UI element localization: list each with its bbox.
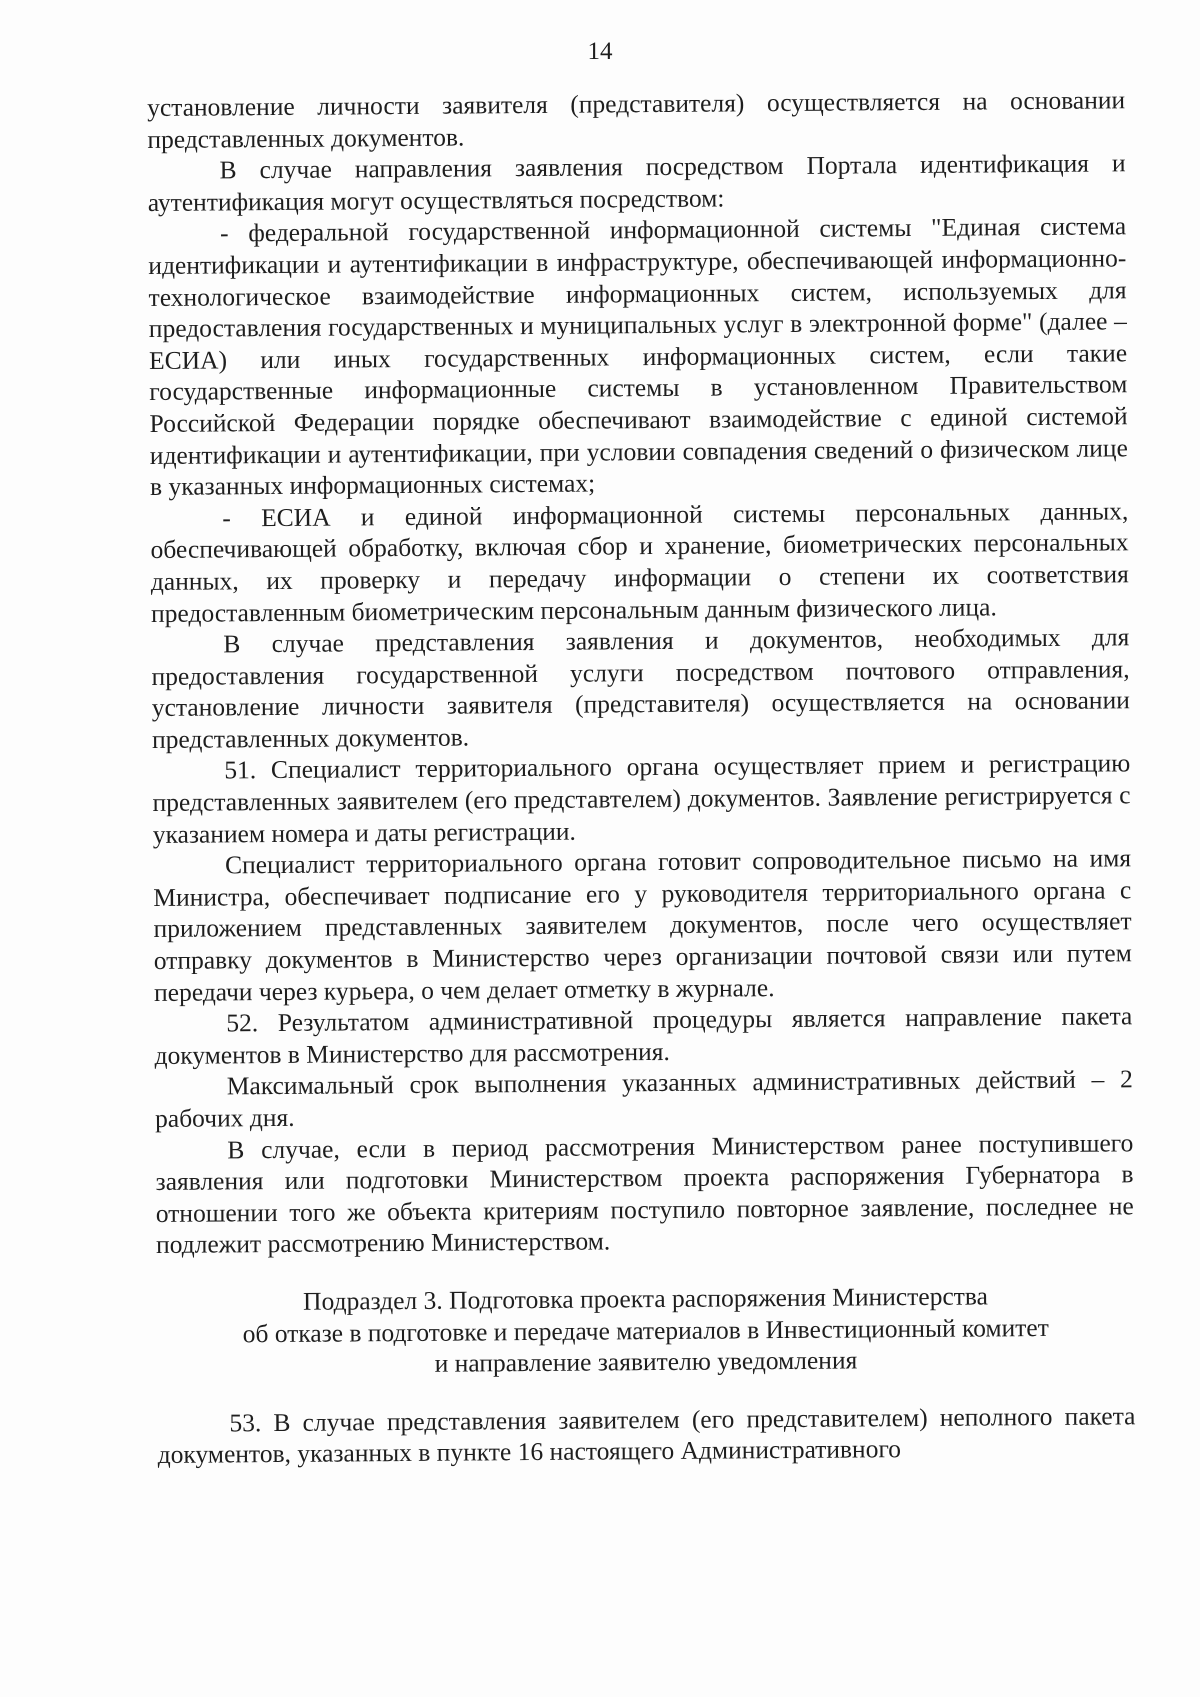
subsection-heading-line: об отказе в подготовке и передаче материалов в Инвестиционный комитет <box>242 1312 1049 1348</box>
paragraph: установление личности заявителя (представителя) осуществляется на основании представленных документов. <box>147 85 1126 154</box>
list-item-esia-federal: - федеральной государственной информационной системы "Единая система идентификации и аутентификации в инфраструктуре, обеспечивающей информационно-технологическое взаимодействие информационных систем, используемых для предоставления государственных и муниципальных услуг в электронной форме" (далее – ЕСИА) или иных государственных информационных систем, если такие государственные информационные системы в установленном Правительством Российской Федерации порядке обеспечивают взаимодействие с единой системой идентификации и аутентификации, при условии совпадения сведений о физическом лице в указанных информационных системах; <box>148 211 1128 502</box>
page-number: 14 <box>587 38 613 65</box>
clause-52: 52. Результатом административной процедуры является направление пакета документов в Министерство для рассмотрения. <box>154 1001 1133 1070</box>
clause-51: 51. Специалист территориального органа осуществляет прием и регистрацию представленных заявителем (его представтелем) документов. Заявление регистрируется с указанием номера и даты регистрации. <box>152 748 1131 849</box>
document-body <box>147 84 1136 1471</box>
paragraph: Максимальный срок выполнения указанных административных действий – 2 рабочих дня. <box>154 1064 1133 1133</box>
paragraph: В случае, если в период рассмотрения Министерством ранее поступившего заявления или подготовки Министерством проекта распоряжения Губернатора в отношении того же объекта критериям поступило повторное заявление, последнее не подлежит рассмотрению Министерством. <box>155 1127 1134 1260</box>
subsection-heading-line: Подраздел 3. Подготовка проекта распоряжения Министерства <box>302 1281 988 1316</box>
paragraph: Специалист территориального органа готовит сопроводительное письмо на имя Министра, обеспечивает подписание его у руководителя территориального органа с приложением представленных заявителем документов, после чего осуществляет отправку документов в Министерство через организации почтовой связи или путем передачи через курьера, о чем делает отметку в журнале. <box>153 843 1132 1007</box>
clause-53: 53. В случае представления заявителем (его представителем) неполного пакета документов, указанных в пункте 16 настоящего Административного <box>157 1401 1136 1470</box>
subsection-heading-line: и направление заявителю уведомления <box>434 1345 858 1378</box>
paragraph: В случае направления заявления посредством Портала идентификация и аутентификация могут осуществляться посредством: <box>147 148 1126 217</box>
subsection-heading <box>156 1279 1135 1381</box>
list-item-esia-biometric: - ЕСИА и единой информационной системы персональных данных, обеспечивающей обработку, включая сбор и хранение, биометрических персональных данных, их проверку и передачу информации о степени их соответствия предоставленным биометрическим персональным данным физического лица. <box>150 496 1129 628</box>
paragraph: В случае представления заявления и документов, необходимых для предоставления государственной услуги посредством почтового отправления, установление личности заявителя (представителя) осуществляется на основании представленных документов. <box>151 622 1130 754</box>
